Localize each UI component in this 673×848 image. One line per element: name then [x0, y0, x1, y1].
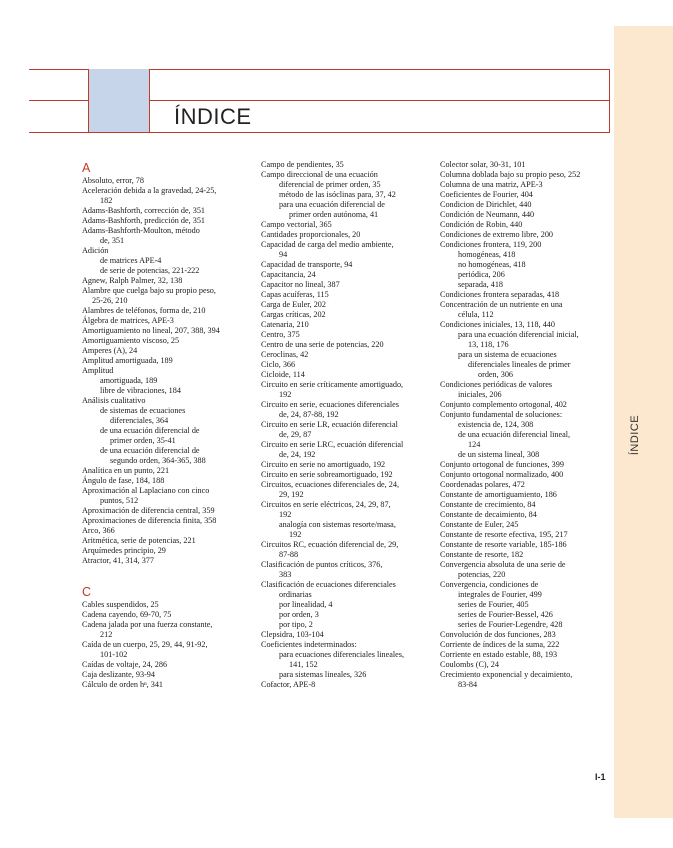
index-entry: analogía con sistemas resorte/masa, [279, 520, 396, 529]
index-entry: Alambre que cuelga bajo su propio peso, [82, 286, 216, 295]
index-entry: Circuito en serie sobreamortiguado, 192 [261, 470, 393, 479]
index-entry: series de Fourier-Bessel, 426 [458, 610, 553, 619]
index-entry: homogéneas, 418 [458, 250, 516, 259]
index-entry: diferencial de primer orden, 35 [279, 180, 381, 189]
index-entry: separada, 418 [458, 280, 504, 289]
index-entry: Cantidades proporcionales, 20 [261, 230, 361, 239]
index-entry: Caída de un cuerpo, 25, 29, 44, 91-92, [82, 640, 208, 649]
index-entry: Centro, 375 [261, 330, 300, 339]
index-entry: Álgebra de matrices, APE-3 [82, 316, 174, 325]
index-entry: Convergencia, condiciones de [440, 580, 539, 589]
index-entry: Adams-Bashforth-Moulton, método [82, 226, 200, 235]
index-entry: Coordenadas polares, 472 [440, 480, 525, 489]
index-column-3 [440, 160, 612, 690]
index-entry: diferenciales lineales de primer [468, 360, 571, 369]
index-entry: Circuito en serie LR, ecuación diferencial [261, 420, 398, 429]
index-entry: Análisis cualitativo [82, 396, 146, 405]
index-entry: Ciclo, 366 [261, 360, 296, 369]
index-entry: Columna doblada bajo su propio peso, 252 [440, 170, 581, 179]
index-entry: de sistemas de ecuaciones [100, 406, 186, 415]
index-entry: por linealidad, 4 [279, 600, 333, 609]
index-entry: Circuito en serie no amortiguado, 192 [261, 460, 386, 469]
index-entry: periódica, 206 [458, 270, 505, 279]
index-entry: Clasificación de ecuaciones diferenciales [261, 580, 396, 589]
index-entry: Amplitud [82, 366, 114, 375]
index-entry: diferenciales, 364 [110, 416, 169, 425]
index-entry: Condicion de Dirichlet, 440 [440, 200, 532, 209]
index-entry: Aproximación de diferencia central, 359 [82, 506, 215, 515]
index-entry: Circuito en serie, ecuaciones diferenciales [261, 400, 399, 409]
index-column-2 [261, 160, 433, 690]
index-entry: series de Fourier-Legendre, 428 [458, 620, 563, 629]
index-entry: Amplitud amortiguada, 189 [82, 356, 173, 365]
index-entry: 101-102 [100, 650, 128, 659]
index-entry: no homogéneas, 418 [458, 260, 526, 269]
index-entry: Arco, 366 [82, 526, 115, 535]
index-entry: Capacidad de transporte, 94 [261, 260, 353, 269]
index-entry: Aceleración debida a la gravedad, 24-25, [82, 186, 217, 195]
index-entry: Capacitancia, 24 [261, 270, 316, 279]
index-entry: Concentración de un nutriente en una [440, 300, 563, 309]
index-entry: Cofactor, APE-8 [261, 680, 316, 689]
index-entry: 87-88 [279, 550, 299, 559]
index-entry: Capacitor no lineal, 387 [261, 280, 340, 289]
index-entry: Condición de Neumann, 440 [440, 210, 535, 219]
index-entry: 124 [468, 440, 481, 449]
index-entry: Crecimiento exponencial y decaimiento, [440, 670, 573, 679]
side-tab-label [617, 395, 653, 475]
index-entry: Cicloide, 114 [261, 370, 305, 379]
index-entry: 83-84 [458, 680, 478, 689]
index-entry: Constante de decaimiento, 84 [440, 510, 537, 519]
index-entry: Aproximaciones de diferencia finita, 358 [82, 516, 217, 525]
index-column-1 [82, 160, 254, 690]
index-entry: de una ecuación diferencial de [100, 446, 200, 455]
index-entry: Cargas críticas, 202 [261, 310, 326, 319]
index-entry: Corriente en estado estable, 88, 193 [440, 650, 558, 659]
index-entry: libre de vibraciones, 184 [100, 386, 181, 395]
index-entry: Adams-Bashforth, corrección de, 351 [82, 206, 206, 215]
index-entry: Constante de resorte efectiva, 195, 217 [440, 530, 568, 539]
side-tab-label-text: ÍNDICE [629, 414, 641, 456]
index-entry: Circuitos RC, ecuación diferencial de, 29, [261, 540, 399, 549]
index-entry: Coulombs (C), 24 [440, 660, 499, 669]
index-entry: Arquímedes principio, 29 [82, 546, 166, 555]
index-entry: Corriente de índices de la suma, 222 [440, 640, 560, 649]
index-entry: Coeficientes de Fourier, 404 [440, 190, 533, 199]
index-entry: Adición [82, 246, 109, 255]
index-entry: existencia de, 124, 308 [458, 420, 534, 429]
index-entry: Absoluto, error, 78 [82, 176, 144, 185]
index-entry: 383 [279, 570, 292, 579]
index-entry: Conjunto complemento ortogonal, 402 [440, 400, 567, 409]
index-entry: Clepsidra, 103-104 [261, 630, 324, 639]
index-entry: primer orden, 35-41 [110, 436, 176, 445]
index-entry: Condiciones periódicas de valores [440, 380, 553, 389]
index-entry: Constante de amortiguamiento, 186 [440, 490, 557, 499]
index-entry: potencias, 220 [458, 570, 506, 579]
index-entry: segundo orden, 364-365, 388 [110, 456, 206, 465]
index-entry: Agnew, Ralph Palmer, 32, 138 [82, 276, 183, 285]
index-entry: Circuitos, ecuaciones diferenciales de, 24, [261, 480, 399, 489]
index-entry: para sistemas lineales, 326 [279, 670, 367, 679]
index-entry: de, 24, 192 [279, 450, 316, 459]
index-entry: Campo de pendientes, 35 [261, 160, 344, 169]
index-entry: de matrices APE-4 [100, 256, 162, 265]
index-entry: 25-26, 210 [92, 296, 128, 305]
index-entry: Constante de crecimiento, 84 [440, 500, 536, 509]
index-entry: Convolución de dos funciones, 283 [440, 630, 556, 639]
index-entry: Condición de Robin, 440 [440, 220, 523, 229]
index-entry: Aproximación al Laplaciano con cinco [82, 486, 210, 495]
index-entry: Clasificación de puntos críticos, 376, [261, 560, 383, 569]
index-entry: 13, 118, 176 [468, 340, 509, 349]
index-entry: Analítica en un punto, 221 [82, 466, 170, 475]
index-entry: Aritmética, serie de potencias, 221 [82, 536, 196, 545]
section-letter: A [82, 161, 91, 175]
index-entry: 141, 152 [289, 660, 318, 669]
index-entry: para un sistema de ecuaciones [458, 350, 557, 359]
index-entry: integrales de Fourier, 499 [458, 590, 542, 599]
index-entry: amortiguada, 189 [100, 376, 158, 385]
index-entry: Cadena jalada por una fuerza constante, [82, 620, 213, 629]
index-entry: de un sistema lineal, 308 [458, 450, 540, 459]
index-entry: Capas acuíferas, 115 [261, 290, 329, 299]
index-entry: para ecuaciones diferenciales lineales, [279, 650, 405, 659]
index-entry: de una ecuación diferencial lineal, [458, 430, 571, 439]
index-entry: Carga de Euler, 202 [261, 300, 326, 309]
index-entry: 29, 192 [279, 490, 304, 499]
index-entry: Amortiguamiento viscoso, 25 [82, 336, 180, 345]
index-entry: de una ecuación diferencial de [100, 426, 200, 435]
index-entry: célula, 112 [458, 310, 494, 319]
index-entry: Constante de resorte variable, 185-186 [440, 540, 567, 549]
index-entry: iniciales, 206 [458, 390, 502, 399]
header-rule-right [609, 69, 610, 133]
index-entry: Condiciones de extremo libre, 200 [440, 230, 554, 239]
index-entry: por orden, 3 [279, 610, 319, 619]
index-entry: Amperes (A), 24 [82, 346, 138, 355]
index-entry: Adams-Bashforth, predicción de, 351 [82, 216, 206, 225]
index-entry: Columna de una matriz, APE-3 [440, 180, 543, 189]
index-entry: de, 351 [100, 236, 125, 245]
index-entry: Alambres de teléfonos, forma de, 210 [82, 306, 206, 315]
index-entry: Constante de Euler, 245 [440, 520, 519, 529]
index-entry: Capacidad de carga del medio ambiente, [261, 240, 394, 249]
index-entry: 94 [279, 250, 288, 259]
index-entry: Caídas de voltaje, 24, 286 [82, 660, 168, 669]
index-entry: de, 24, 87-88, 192 [279, 410, 339, 419]
index-entry: Ángulo de fase, 184, 188 [82, 476, 165, 485]
index-entry: Convergencia absoluta de una serie de [440, 560, 566, 569]
index-entry: Campo vectorial, 365 [261, 220, 332, 229]
index-entry: Condiciones iniciales, 13, 118, 440 [440, 320, 555, 329]
index-entry: series de Fourier, 405 [458, 600, 529, 609]
index-entry: Circuito en serie LRC, ecuación diferencial [261, 440, 404, 449]
index-entry: puntos, 512 [100, 496, 139, 505]
index-entry: Cadena cayendo, 69-70, 75 [82, 610, 172, 619]
index-entry: Cálculo de orden hⁿ, 341 [82, 680, 164, 689]
index-entry: Condiciones frontera, 119, 200 [440, 240, 542, 249]
section-letter: C [82, 585, 92, 599]
index-entry: 192 [279, 390, 292, 399]
index-entry: 212 [100, 630, 113, 639]
index-entry: Circuitos en serie eléctricos, 24, 29, 87, [261, 500, 391, 509]
index-entry: Conjunto ortogonal de funciones, 399 [440, 460, 564, 469]
index-entry: para una ecuación diferencial de [279, 200, 385, 209]
index-entry: Colector solar, 30-31, 101 [440, 160, 526, 169]
page-number: I-1 [595, 772, 606, 782]
index-entry: por tipo, 2 [279, 620, 313, 629]
index-entry: Caja deslizante, 93-94 [82, 670, 155, 679]
page-title: ÍNDICE [174, 104, 252, 129]
index-entry: orden, 306 [478, 370, 514, 379]
index-entry: 182 [100, 196, 113, 205]
index-entry: Campo direccional de una ecuación [261, 170, 378, 179]
index-entry: de serie de potencias, 221-222 [100, 266, 200, 275]
index-entry: Conjunto ortogonal normalizado, 400 [440, 470, 564, 479]
index-entry: de, 29, 87 [279, 430, 312, 439]
index-entry: Centro de una serie de potencias, 220 [261, 340, 384, 349]
index-entry: Conjunto fundamental de soluciones: [440, 410, 563, 419]
index-entry: 192 [279, 510, 292, 519]
index-entry: ordinarias [279, 590, 312, 599]
index-entry: Catenaria, 210 [261, 320, 309, 329]
index-entry: Constante de resorte, 182 [440, 550, 524, 559]
index-entry: Atractor, 41, 314, 377 [82, 556, 154, 565]
index-entry: Ceroclinas, 42 [261, 350, 309, 359]
header-color-block [88, 69, 150, 132]
index-entry: 192 [289, 530, 302, 539]
index-entry: para una ecuación diferencial inicial, [458, 330, 579, 339]
index-entry: primer orden autónoma, 41 [289, 210, 379, 219]
index-entry: Circuito en serie críticamente amortiguado, [261, 380, 404, 389]
index-entry: Amortiguamiento no lineal, 207, 388, 394 [82, 326, 220, 335]
index-entry: Cables suspendidos, 25 [82, 600, 159, 609]
header-rule-bottom [29, 132, 610, 133]
index-entry: Condiciones frontera separadas, 418 [440, 290, 560, 299]
index-entry: método de las isóclinas para, 37, 42 [279, 190, 396, 199]
index-entry: Coeficientes indeterminados: [261, 640, 357, 649]
